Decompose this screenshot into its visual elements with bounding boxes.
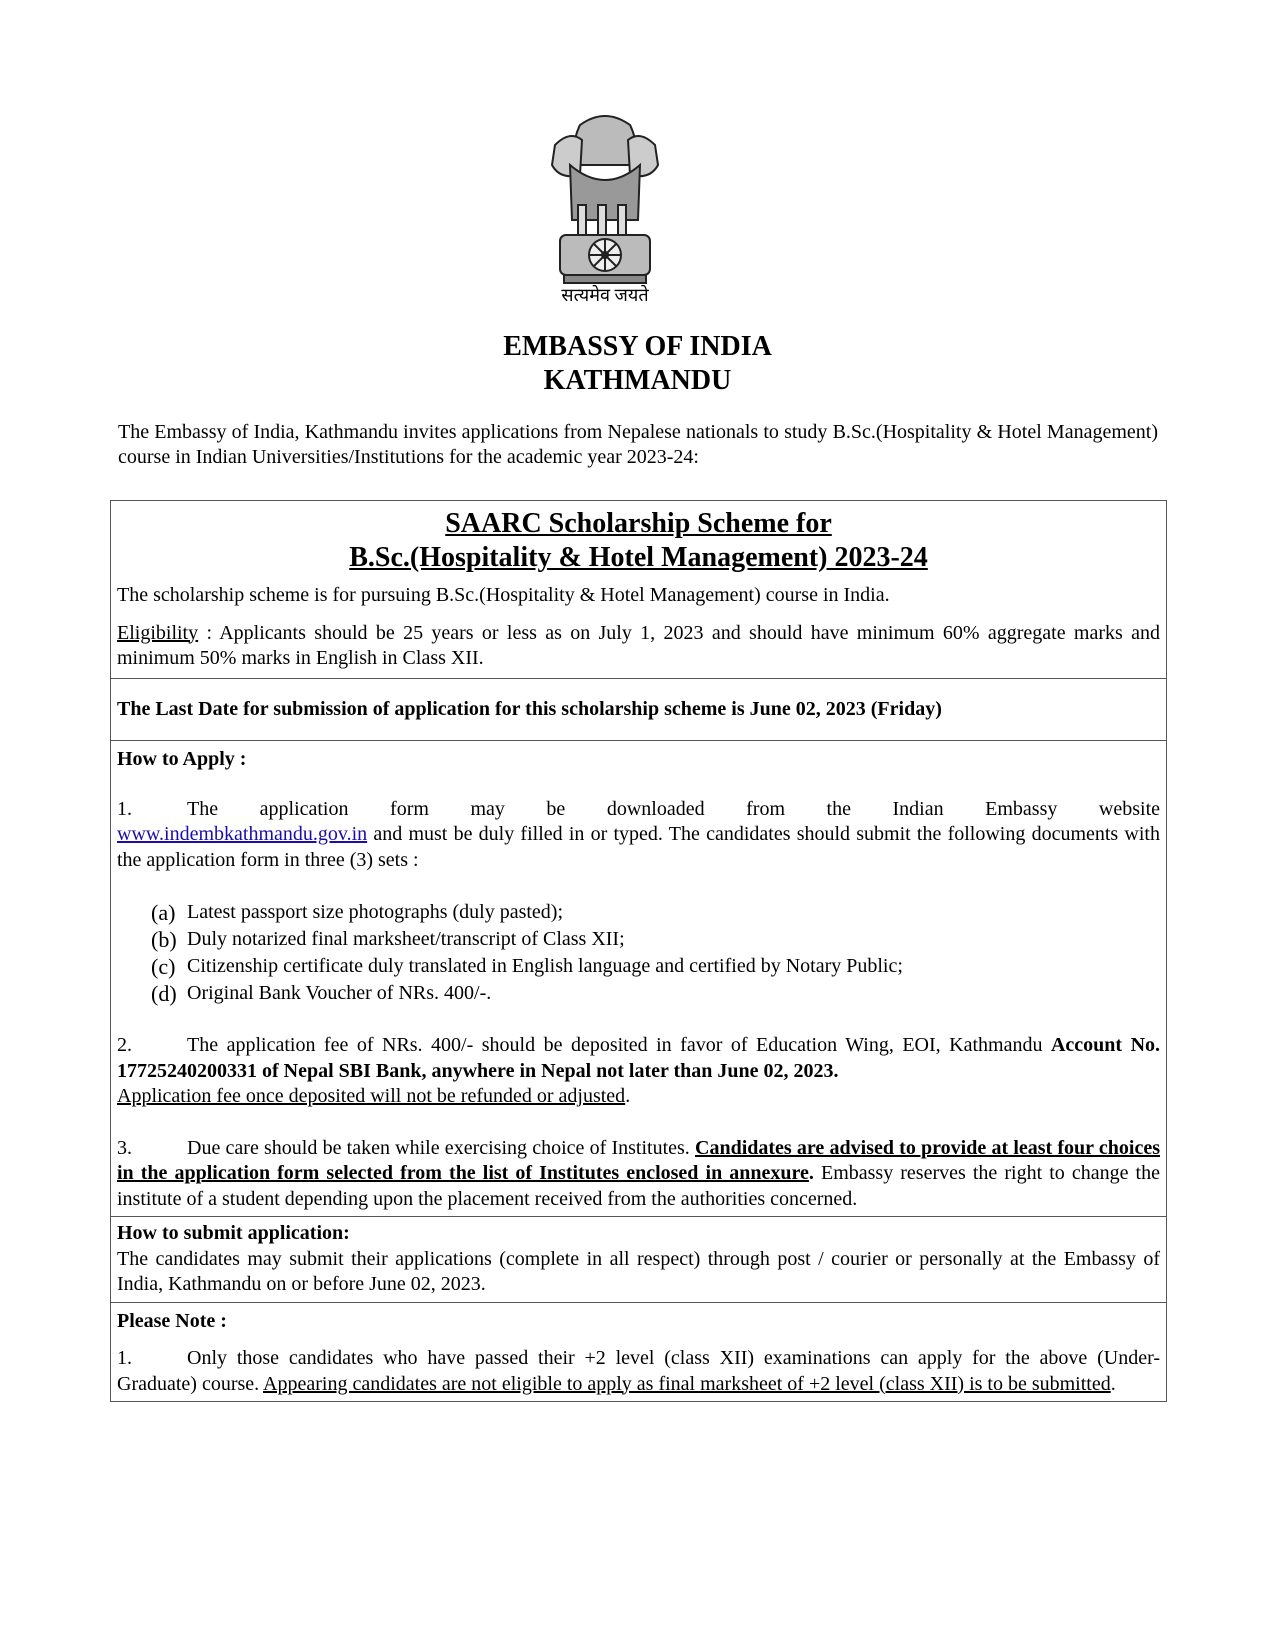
eligibility-text: : Applicants should be 25 years or less as on July 1, 2023 and should have minimum 60% aggregate marks and minimum 50% marks in English in Class XII.: [117, 621, 1160, 669]
please-note-heading: Please Note :: [117, 1309, 227, 1332]
scheme-title-line1: SAARC Scholarship Scheme for: [445, 508, 832, 539]
point-number: 3.: [117, 1136, 132, 1159]
bank-account-details: Account No. 17725240200331 of Nepal SBI Bank, anywhere in Nepal not later than June 02, 2023.: [117, 1034, 1161, 1082]
appearing-candidates-notice: Appearing candidates are not eligible to apply as final marksheet of +2 level (class XII) is to be submitted: [263, 1372, 1111, 1395]
apply-point-1-continuation: and must be duly filled in or typed. The candidates should submit the following documents with the application form in three (3) sets :: [117, 823, 1160, 871]
apply-point-1-text: The application form may be downloaded from the Indian Embassy website: [187, 797, 1160, 820]
item-text: Original Bank Voucher of NRs. 400/-.: [187, 982, 492, 1004]
item-label: (c): [151, 954, 176, 979]
item-text: Latest passport size photographs (duly pasted);: [187, 901, 564, 923]
item-text: Citizenship certificate duly translated in English language and certified by Notary Public;: [187, 955, 903, 977]
please-note-section: [111, 1303, 1166, 1402]
item-text: Duly notarized final marksheet/transcript of Class XII;: [187, 928, 625, 950]
note-point-1-text: Only those candidates who have passed their +2 level (class XII) examinations can apply for the above (Under- Graduate) course.: [117, 1347, 1160, 1395]
intro-paragraph: The Embassy of India, Kathmandu invites applications from Nepalese nationals to study B.Sc.(Hospitality & Hotel Management) course in Indian Universities/Institutions for the academic year 2023-24:: [118, 421, 1158, 468]
how-to-submit-text: The candidates may submit their applications (complete in all respect) through post / courier or personally at the Embassy of India, Kathmandu on or before June 02, 2023.: [117, 1247, 1160, 1295]
eligibility-label: Eligibility: [117, 621, 199, 644]
how-to-submit-heading: How to submit application:: [117, 1222, 350, 1244]
apply-point-2: [117, 1033, 1160, 1110]
embassy-website-link[interactable]: www.indembkathmandu.gov.in: [117, 823, 368, 845]
how-to-apply-heading: How to Apply :: [117, 748, 247, 770]
scholarship-notice-table: [110, 500, 1167, 1402]
how-to-submit-section: [111, 1217, 1166, 1303]
deadline-section: [111, 679, 1166, 742]
apply-point-1-line1: [117, 797, 1160, 823]
institute-choice-advice: Candidates are advised to provide at least four choices in the application form selected from the list of Institutes enclosed in annexure: [117, 1136, 1160, 1184]
page-title-embassy: EMBASSY OF INDIA: [503, 331, 772, 362]
scheme-title-line2: B.Sc.(Hospitality & Hotel Management) 2023-24: [349, 542, 928, 573]
how-to-apply-section: [111, 741, 1166, 1217]
emblem-motto: सत्यमेव जयते: [561, 285, 649, 305]
apply-point-3-rest: Embassy reserves the right to change the institute of a student depending upon the placement received from the authorities concerned.: [117, 1162, 1160, 1210]
eligibility-paragraph: [117, 621, 1160, 672]
apply-point-1-rest: [117, 822, 1160, 873]
deadline-text: The Last Date for submission of application for this scholarship scheme is June 02, 2023 (Friday): [117, 697, 942, 720]
scheme-section: [111, 501, 1166, 679]
list-item: [151, 980, 1160, 1007]
item-label: (d): [151, 981, 177, 1006]
note-point-1: [117, 1346, 1160, 1397]
point-number: 2.: [117, 1034, 132, 1056]
apply-point-3: [117, 1136, 1160, 1213]
list-item: [151, 926, 1160, 953]
item-label: (b): [151, 927, 177, 952]
non-refund-notice: Application fee once deposited will not be refunded or adjusted: [117, 1085, 626, 1107]
apply-point-3-text: Due care should be taken while exercising choice of Institutes.: [187, 1136, 696, 1159]
point-number: 1.: [117, 1347, 132, 1369]
item-label: (a): [151, 900, 176, 925]
scheme-purpose: The scholarship scheme is for pursuing B.Sc.(Hospitality & Hotel Management) course in India.: [117, 584, 890, 606]
period: .: [1110, 1372, 1116, 1395]
page-title-city: KATHMANDU: [543, 365, 732, 396]
apply-point-2-text: The application fee of NRs. 400/- should be deposited in favor of Education Wing, EOI, Kathmandu: [187, 1034, 1051, 1056]
period: .: [808, 1162, 814, 1184]
national-emblem-icon: [540, 105, 670, 305]
list-item: [151, 899, 1160, 926]
period: .: [625, 1085, 631, 1107]
required-documents-list: [117, 899, 1160, 1007]
point-number: 1.: [117, 797, 132, 820]
list-item: [151, 953, 1160, 980]
